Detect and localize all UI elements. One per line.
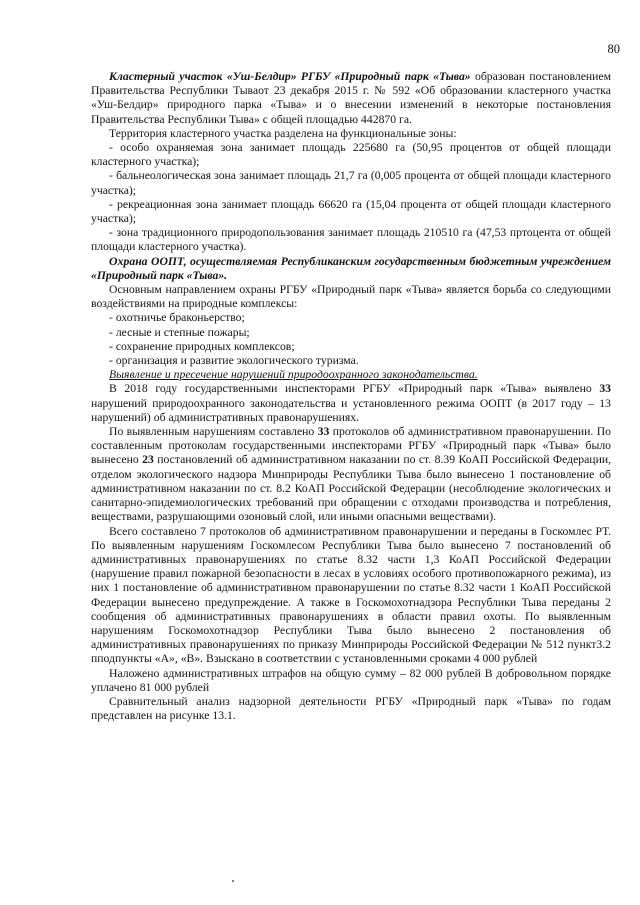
protocols-count: 33 [317, 425, 330, 439]
cluster-text: образован постановлением Правительства Республики Тываот 23 декабря 2015 г. № 592 «Об образовании кластерного участка «Уш-Белдир» природного парка «Тыва» и о внесении изменений в некоторые постановления Правительства Республики Тыва» с общей площадью 442870 га. [91, 70, 611, 126]
threat-item: - сохранение природных комплексов; [109, 339, 295, 353]
zones-intro: Территория кластерного участка разделена на функциональные зоны: [109, 126, 457, 140]
page-content [91, 70, 611, 723]
zone-item-recreational: - рекреационная зона занимает площадь 66620 га (15,04 процента от общей площади кластерного участка); [91, 197, 611, 226]
fines-paragraph: Наложено административных штрафов на общую сумму – 82 000 рублей В добровольном порядке уплачено 81 000 рублей [91, 666, 611, 694]
zone-item-traditional: - зона традиционного природопользования занимает площадь 210510 га (47,53 пртоцента от общей площади кластерного участка). [91, 226, 611, 254]
subheading: Выявление и пресечение нарушений природоохранного законодательства. [109, 368, 478, 382]
violations-text-a: В 2018 году государственными инспекторами РГБУ «Природный парк «Тыва» выявлено [109, 382, 600, 396]
cluster-paragraph [91, 70, 611, 127]
protocols-text-a: По выявленным нарушениям составлено [109, 425, 318, 439]
zone-item-protected: - особо охраняемая зона занимает площадь 225680 га (50,95 процентов от общей площади кластерного участка); [91, 141, 611, 169]
violations-text-b: нарушений природоохранного законодательства и установленного режима ООПТ (в 2017 году – 13 нарушений) об административных правонарушениях. [91, 396, 611, 424]
protocols-text-c: постановлений об административном наказании по ст. 8.39 КоАП Российской Федерации, отделом экологического надзора Минприроды Республики Тыва было вынесено 1 постановление об административном наказании по ст. 8.2 КоАП Российской Федерации (несоблюдение экологических и санитарно-эпидемиологических требований при обращении с отходами производства и потребления, веществами, разрушающими озоновый слой, или иными опасными веществами). [91, 453, 611, 524]
protocols-text-b: протоколов об административном правонарушении. По составленным протоколам государственными инспекторами РГБУ «Природный парк «Тыва» было вынесено [91, 425, 612, 467]
violations-paragraph [91, 382, 611, 425]
scan-speck [232, 880, 234, 882]
violations-count: 33 [599, 382, 611, 396]
cluster-title: Кластерный участок «Уш-Белдир» РГБУ «Природный парк «Тыва» [109, 70, 471, 83]
subheading-paragraph [91, 368, 611, 382]
goskomles-paragraph: Всего составлено 7 протоколов об административном правонарушении и переданы в Госкомлес РТ. По выявленным нарушениям Госкомлесом Республики Тыва было вынесено 7 постановлений об административных правонарушениях по статье 8.32 части 1,3 КоАП Российской Федерации (нарушение правил пожарной безопасности в лесах в условиях особого противопожарного режима), из них 1 постановление об административном правонарушении по статье 8.32 части 1 КоАП Российской Федерации вынесено предупреждение. А также в Госкомохотнадзора Республики Тыва переданы 2 сообщения об административных правонарушениях в области правил охоты. По выявленным нарушениям Госкомохотнадзор Республики Тыва было вынесено 2 постановления об административных правонарушениях по приказу Минприроды Российской Федерации № 512 пункт3.2 пподпункты «А», «В». Взыскано в соответствии с установленными сроками 4 000 рублей [91, 524, 611, 666]
page-number: 80 [607, 42, 620, 56]
section-heading: Охрана ООПТ, осуществляемая Республиканским государственным бюджетным учреждением «Природный парк «Тыва». [91, 254, 611, 282]
resolutions-count: 23 [142, 453, 154, 467]
protocols-paragraph [91, 425, 611, 524]
threat-item: - охотничье браконьерство; [109, 311, 245, 325]
analysis-paragraph: Сравнительный анализ надзорной деятельности РГБУ «Природный парк «Тыва» по годам представлен на рисунке 13.1. [91, 694, 611, 723]
threat-item: - организация и развитие экологического туризма. [109, 354, 359, 368]
threat-item: - лесные и степные пожары; [109, 325, 250, 339]
protection-intro: Основным направлением охраны РГБУ «Природный парк «Тыва» является борьба со следующими воздействиями на природные комплексы: [91, 283, 611, 311]
zone-item-balneological: - бальнеологическая зона занимает площадь 21,7 га (0,005 процента от общей площади кластерного участка); [91, 169, 611, 197]
